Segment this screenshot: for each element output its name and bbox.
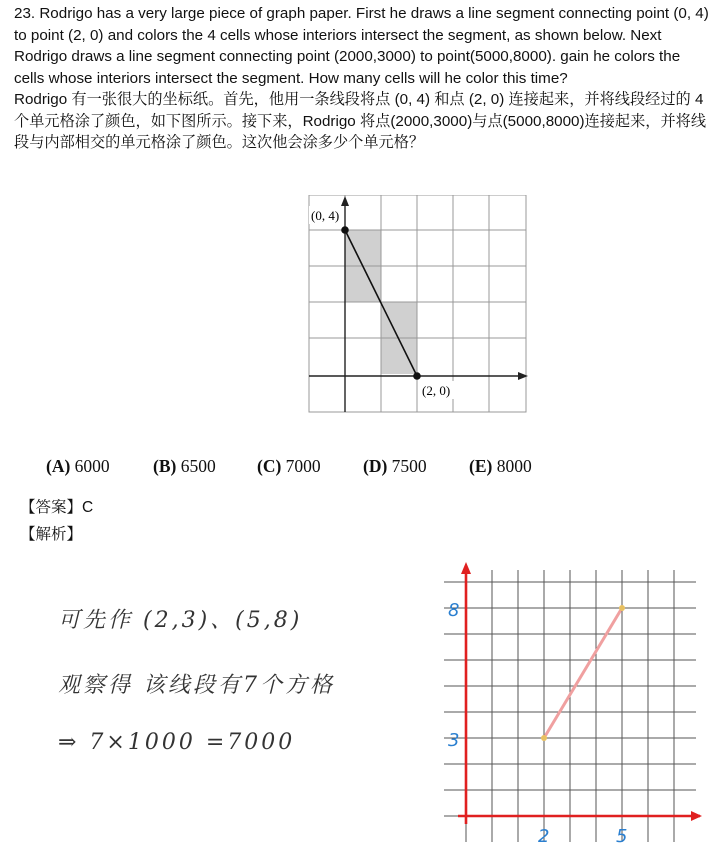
label-start: (0, 4): [311, 208, 340, 223]
choice-b[interactable]: (B) 6500: [153, 456, 216, 476]
sketch-graph: [434, 560, 702, 849]
choice-a[interactable]: (A) 6000: [46, 456, 110, 476]
handwritten-solution: [20, 548, 720, 849]
choice-c[interactable]: (C) 7000: [257, 456, 321, 476]
shaded-cell: [381, 302, 417, 338]
question-english: 23. Rodrigo has a very large piece of graph paper. First he draws a line segment connecting point (0, 4) to point (2, 0) and colors the 4 cells whose interiors intersect the segment, as shown below. Next Rodrigo draws a line segment connecting point (2000,3000) to point(5000,8000). gain he colors the cells whose interiors intersect the segment. How many cells will he color this time?: [14, 5, 709, 87]
endpoint-start: [341, 226, 349, 234]
sketch-segment: [544, 608, 622, 738]
answer-line: 【答案】C: [20, 499, 94, 516]
sketch-label-x5: 5: [616, 826, 628, 847]
sketch-grid: [444, 570, 696, 842]
endpoint-end: [413, 372, 421, 380]
hand-line-1: 可先作 (2,3)、(5,8): [58, 608, 303, 633]
hand-line-3: ⇒ 7×1000 =7000: [58, 730, 296, 755]
sketch-label-x2: 2: [538, 826, 550, 847]
label-end: (2, 0): [422, 383, 451, 398]
sketch-label-y3: 3: [448, 730, 460, 751]
shaded-cell: [345, 230, 381, 266]
question-chinese: Rodrigo 有一张很大的坐标纸。首先，他用一条线段将点 (0, 4) 和点 (2, 0) 连接起来，并将线段经过的 4 个单元格涂了颜色，如下图所示。接下来，Rodrigo 将点(2000,3000)与点(5000,8000)连接起来，并将线段与内部相交的单元格涂了颜色。这次他会涂多少个单元格？: [14, 91, 707, 151]
choice-e[interactable]: (E) 8000: [469, 456, 532, 476]
hand-line-2: 观察得 该线段有7个方格: [58, 673, 335, 698]
explanation-heading: 【解析】: [20, 526, 83, 543]
sketch-label-y8: 8: [448, 600, 460, 621]
shaded-cell: [381, 338, 417, 374]
problem-figure: [300, 195, 530, 415]
choice-d[interactable]: (D) 7500: [363, 456, 427, 476]
shaded-cell: [345, 266, 381, 302]
question-text: [14, 3, 714, 154]
